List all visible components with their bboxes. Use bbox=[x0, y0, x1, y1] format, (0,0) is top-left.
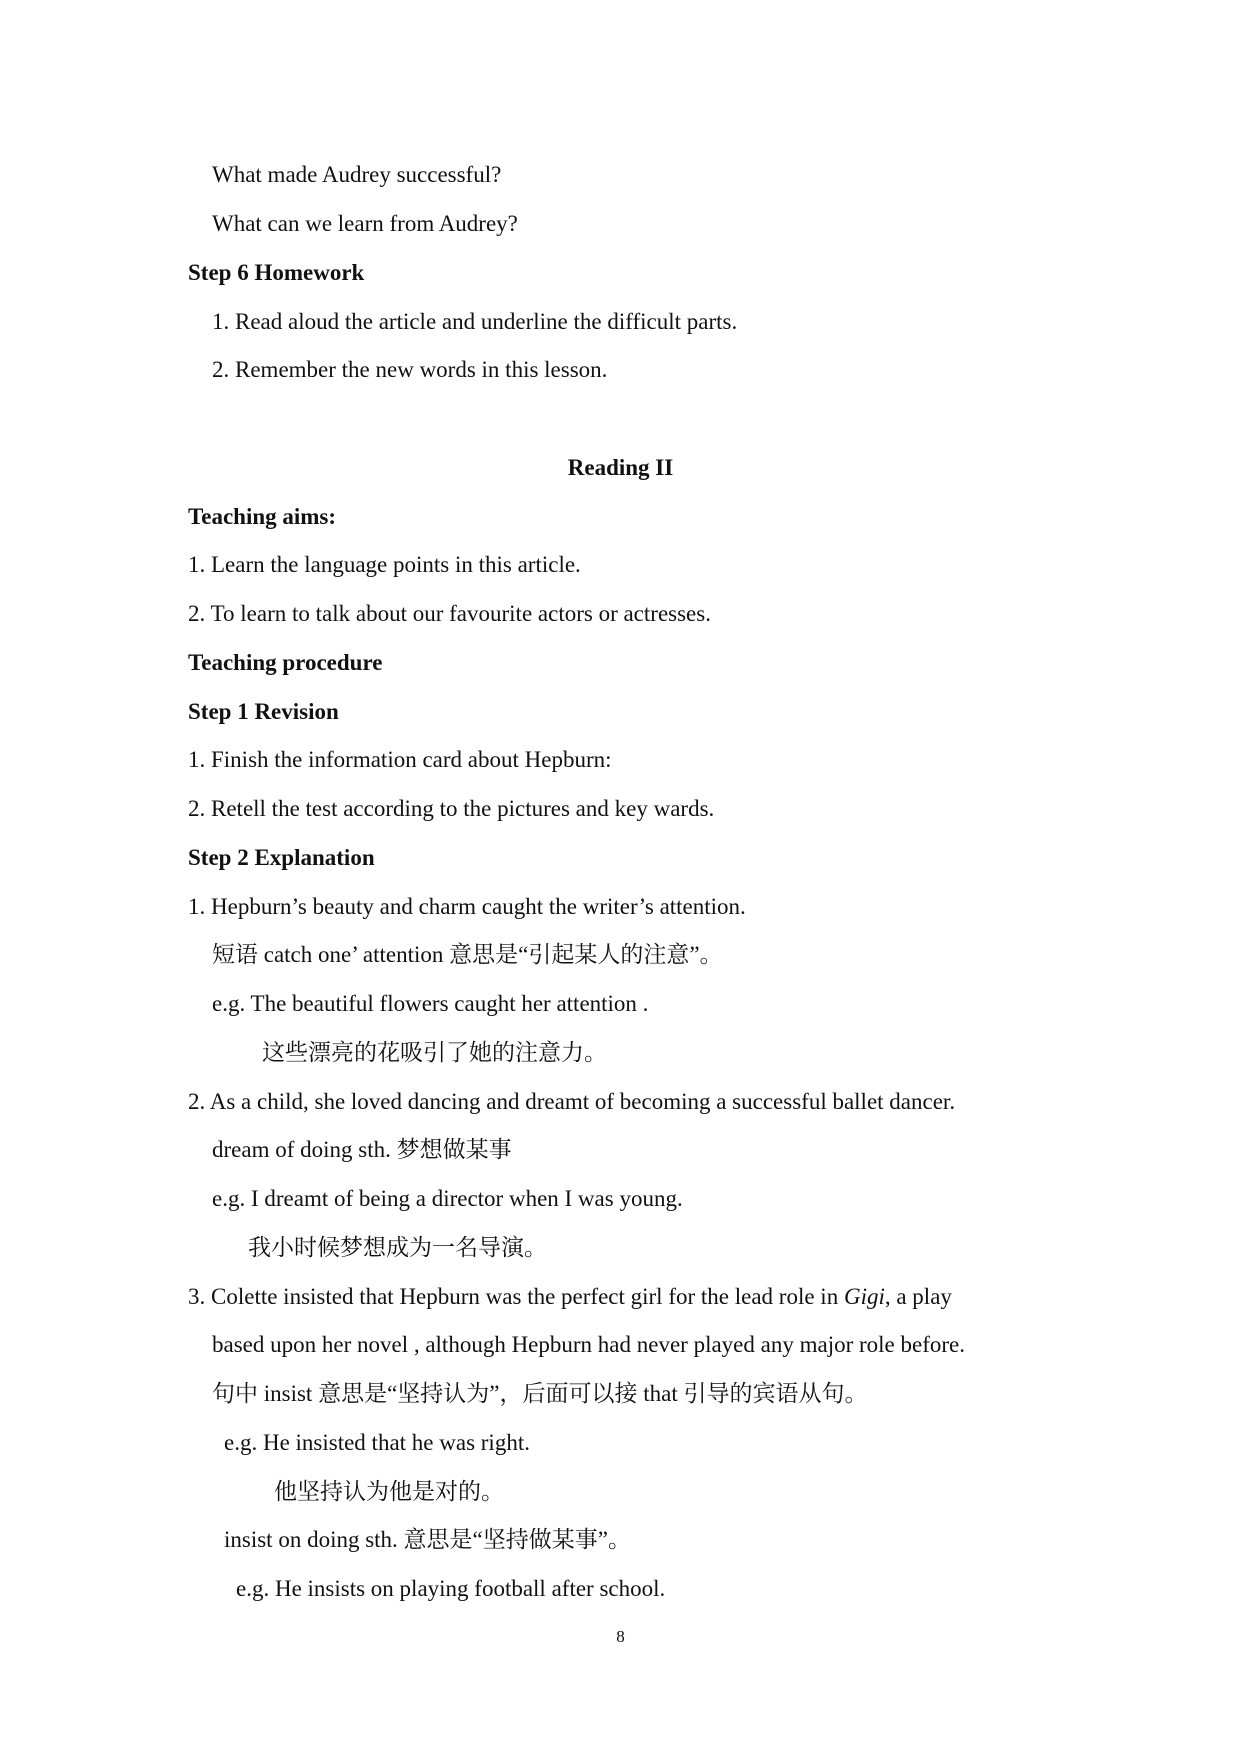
section-title: Reading II bbox=[567, 455, 674, 480]
point-1-translation: 这些漂亮的花吸引了她的注意力。 bbox=[262, 1040, 607, 1065]
question-successful: What made Audrey successful? bbox=[212, 162, 502, 187]
point-3-example: e.g. He insisted that he was right. bbox=[224, 1430, 530, 1455]
point-3-note-2: insist on doing sth. 意思是“坚持做某事”。 bbox=[224, 1527, 631, 1552]
page-number: 8 bbox=[616, 1627, 625, 1646]
point-2-sentence: 2. As a child, she loved dancing and dreamt of becoming a successful ballet dancer. bbox=[188, 1089, 956, 1114]
point-3-note: 句中 insist 意思是“坚持认为”，后面可以接 that 引导的宾语从句。 bbox=[212, 1381, 868, 1406]
step6-heading: Step 6 Homework bbox=[188, 260, 365, 285]
point-3-sentence-cont: based upon her novel , although Hepburn had never played any major role before. bbox=[212, 1332, 965, 1357]
aims-heading: Teaching aims: bbox=[188, 504, 337, 529]
point-1-sentence: 1. Hepburn’s beauty and charm caught the writer’s attention. bbox=[188, 894, 746, 919]
point-3-sentence-a: 3. Colette insisted that Hepburn was the perfect girl for the lead role in bbox=[188, 1284, 844, 1309]
homework-item-2: 2. Remember the new words in this lesson. bbox=[212, 357, 608, 382]
point-2-example: e.g. I dreamt of being a director when I was young. bbox=[212, 1186, 683, 1211]
point-3-sentence-b: , a play bbox=[884, 1284, 952, 1309]
point-3-sentence bbox=[188, 1282, 952, 1312]
point-1-note: 短语 catch one’ attention 意思是“引起某人的注意”。 bbox=[212, 942, 723, 967]
revision-item-1: 1. Finish the information card about Hepburn: bbox=[188, 747, 612, 772]
procedure-heading: Teaching procedure bbox=[188, 650, 383, 675]
point-2-translation: 我小时候梦想成为一名导演。 bbox=[248, 1235, 547, 1260]
point-3-translation: 他坚持认为他是对的。 bbox=[274, 1479, 504, 1504]
aim-item-1: 1. Learn the language points in this article. bbox=[188, 552, 581, 577]
homework-item-1: 1. Read aloud the article and underline the difficult parts. bbox=[212, 309, 738, 334]
point-3-sentence-italic: Gigi bbox=[843, 1284, 885, 1309]
step1-heading: Step 1 Revision bbox=[188, 699, 339, 724]
question-learn: What can we learn from Audrey? bbox=[212, 211, 518, 236]
point-2-note: dream of doing sth. 梦想做某事 bbox=[212, 1137, 512, 1162]
aim-item-2: 2. To learn to talk about our favourite actors or actresses. bbox=[188, 601, 711, 626]
point-3-example-2: e.g. He insists on playing football after school. bbox=[236, 1576, 666, 1601]
step2-heading: Step 2 Explanation bbox=[188, 845, 375, 870]
point-1-example: e.g. The beautiful flowers caught her attention . bbox=[212, 991, 649, 1016]
revision-item-2: 2. Retell the test according to the pictures and key wards. bbox=[188, 796, 715, 821]
